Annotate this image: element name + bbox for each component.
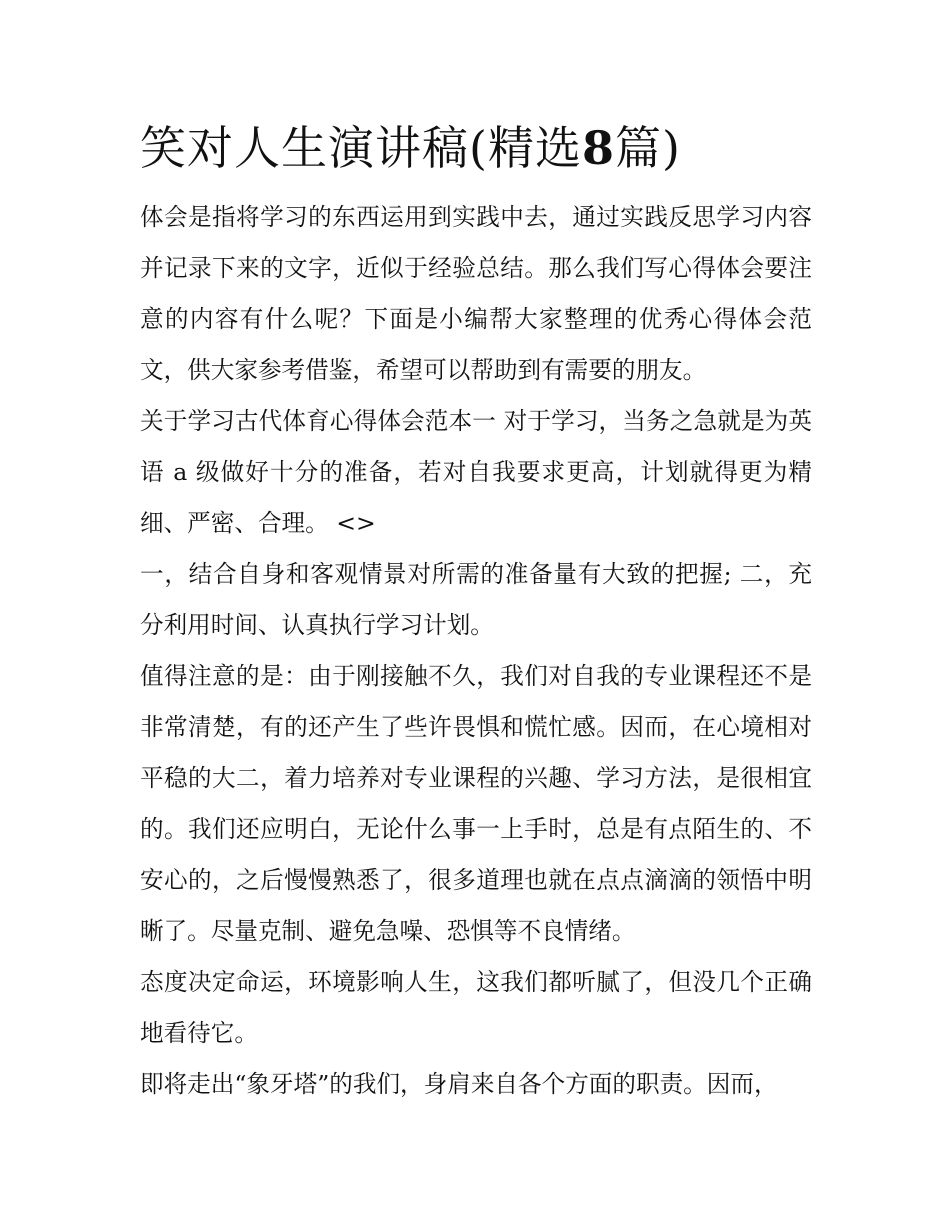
title-suffix: 篇) [614,121,681,175]
paragraph-study-plan: 关于学习古代体育心得体会范本一 对于学习，当务之急就是为英语 a 级做好十分的准备，若对自我要求更高，计划就得更为精细、严密、合理。 <> [140,407,812,537]
paragraph-responsibility: 即将走出“象牙塔”的我们，身肩来自各个方面的职责。因而， [140,1070,778,1098]
document-title [140,118,812,178]
paragraph-attitude: 态度决定命运，环境影响人生，这我们都听腻了，但没几个正确地看待它。 [140,968,812,1047]
title-number: 8 [581,121,615,175]
title-text: 笑对人生演讲稿(精选 [140,121,582,175]
document-page [140,118,812,1110]
intro-paragraph: 体会是指将学习的东西运用到实践中去，通过实践反思学习内容并记录下来的文字，近似于经验总结。那么我们写心得体会要注意的内容有什么呢？下面是小编帮大家整理的优秀心得体会范文，供大家参考借鉴，希望可以帮助到有需要的朋友。 [140,203,812,384]
paragraph-steps: 一，结合自身和客观情景对所需的准备量有大致的把握; 二，充分利用时间、认真执行学习计划。 [140,560,812,639]
paragraph-notes: 值得注意的是：由于刚接触不久，我们对自我的专业课程还不是非常清楚，有的还产生了些许畏惧和慌忙感。因而，在心境相对平稳的大二，着力培养对专业课程的兴趣、学习方法，是很相宜的。我们还应明白，无论什么事一上手时，总是有点陌生的、不安心的，之后慢慢熟悉了，很多道理也就在点点滴滴的领悟中明晰了。尽量克制、避免急噪、恐惧等不良情绪。 [140,662,812,945]
